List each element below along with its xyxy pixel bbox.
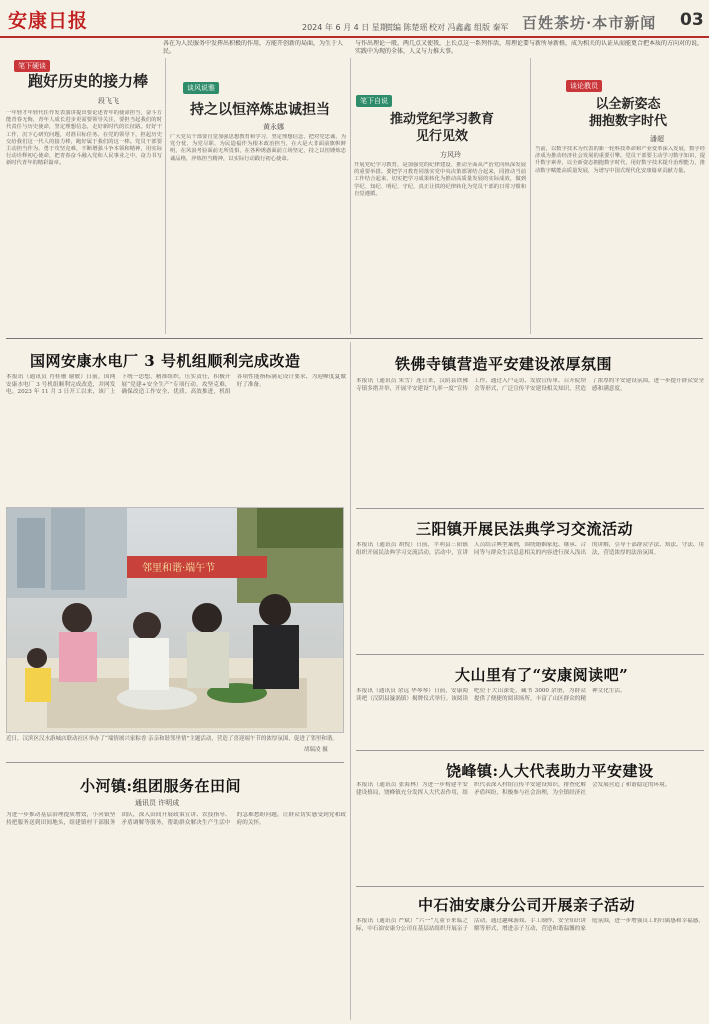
section-divider [356,654,704,655]
article-body: 本报讯（通讯员 余远 华琴琴）日前，安康阅读吧（汉阴县漩涡镇）揭牌仪式举行。该阅读吧位于大山深处，藏书 3000 余册，为群众提供了便捷的阅读场所，丰富了山区群众的精神文化生活。 [356,688,626,702]
article-body: 本报讯（通讯员 肖桂珊 谢敏）日前，国网安康水电厂 3 号机组顺利完成改造，并网发电。2023 年 11 月 3 日开工以来，该厂上下统一思想，精准组织，压实责任，积极开展“党建+安全生产”专项行动，攻坚克难，确保改造工作安全、优质、高效推进，机组各项性能指标满足设计要求，为迎峰度夏做好了准备。 [6,374,346,396]
article-byline: 潘超 [650,135,664,143]
article-body: 一年轻才年轻代任作发表演讲提出要论述青年的使命担当，奋斗方能青春无悔，青年人成长进步更需要领导关注，要担当起我们的时代责任与历史使命，坚定理想信念，走好新时代的长征路。好好干工作，沉下心研究问题，对准目标任务。在党的领导下，担起历史交给我们这一代人的接力棒，跑好属于我们的这一棒。党员干部要主动担当作为、勇于攻坚克难，不断增强斗争本领和精神，用实际行动诠释初心使命，把青春奋斗融入党和人民事业之中，奋力书写新时代青年的精彩篇章。 [6,110,162,167]
article-title: 三阳镇开展民法典学习交流活动 [416,520,634,538]
layout-credit: 组版 秦军 [474,23,509,32]
article-title: 大山里有了“安康阅读吧” [455,666,629,684]
photo-credit: 胡瑞凌 摄 [304,747,328,753]
article-title: 铁佛寺镇营造平安建设浓厚氛围 [395,355,613,373]
section-divider [6,762,344,763]
section-divider [356,508,704,509]
column-divider [530,58,531,334]
top-lede-right: 与作出理论一般，两几点又使我，上长点这一系列作活，用理论要与新所导新格，成为相关的认证从而能更合把本质的方向对的说，实践中为现的全体，人义与力推大事。 [355,40,704,55]
issue-date: 2024 年 6 月 4 日 星期二 [302,23,396,32]
section-divider [6,338,703,339]
proof-credit: 校对 冯鑫鑫 [429,23,472,32]
paper-logo: 安康日报 [8,10,89,32]
article-byline: 通讯员 许明成 [135,799,180,807]
article-title: 推动党纪学习教育 见行见效 [389,112,494,144]
article-byline: 方风玲 [440,151,461,159]
section-title: 百姓茶坊·本市新闻 [522,14,657,32]
column-divider [165,58,166,334]
article-byline: 段飞飞 [98,97,119,105]
editor-credit: 责编 陈楚瑶 [385,23,428,32]
article-title: 以全新姿态 拥抱数字时代 [588,97,667,129]
article-body: 本报讯（通讯员 严斌）“六一”儿童节来临之际，中石油安康分公司在基层站组织开展亲子活动，通过趣味游戏、手工制作、安全知识讲解等形式，增进亲子互动，营造和谐温馨的家庭氛围，进一步增强员工的归属感和幸福感。 [356,918,704,932]
article-body: 当前，以数字技术为代表的新一轮科技革命和产业变革深入发展，数字经济成为推动经济社会发展的重要引擎。党员干部要主动学习数字知识，提升数字素养，以全新姿态拥抱数字时代，用好数字技术提升治理能力，推动数字赋能高质量发展，为谱写中国式现代化安康篇章贡献力量。 [535,146,705,174]
article-title: 小河镇:组团服务在田间 [80,777,242,795]
article-body: 开展党纪学习教育，是加强党的纪律建设、推动全面从严治党向纵深发展的重要举措。要把学习教育同落实党中央决策部署结合起来，同推动当前工作结合起来，切实把学习成果转化为推动高质量发展的实际成效，做到学纪、知纪、明纪、守纪，真正让铁的纪律转化为党员干部的日常习惯和自觉遵循。 [354,162,526,197]
article-tag: 笔下硬谈 [14,60,50,72]
article-title: 饶峰镇:人大代表助力平安建设 [446,762,654,780]
article-title: 国网安康水电厂 3 号机组顺利完成改造 [30,352,301,370]
photo-banner: 邻里和谐·端午节 [142,563,216,574]
article-body: 本报讯（通讯员 胡悦）日前，平利县三阳镇组织开展民法典学习交流活动。活动中，宣讲人员结合典型案例，围绕婚姻家庭、继承、合同等与群众生活息息相关的内容进行深入浅出的讲解，引导干部群众学法、知法、守法、用法，营造浓厚的法治氛围。 [356,542,704,556]
section-divider [356,886,704,887]
article-body: 本报讯（通讯员 张海林）为进一步构建平安建设格局，饶峰镇充分发挥人大代表作用，组织代表深入村组宣传平安建设知识，排查化解矛盾纠纷，积极参与社会治理，为全镇经济社会发展营造了和谐稳定的环境。 [356,782,671,796]
section-divider [356,750,704,751]
photo-caption: 近日，汉滨区汉水游城店联动社区举办了“端情颂兴家粽香 亲亲和谐邻里情”主题活动，营造了喜迎端午节的浓厚氛围，促进了邻里和谐。 [6,736,338,742]
masthead [0,0,709,38]
top-lede-left: 各在为人民服务中发挥出积极的作用，方能开创新的局面，为生于人民。 [163,40,344,55]
photo-illustration [7,508,344,733]
article-body: 为进一步推动基层治理提质增效，小河镇坚持把服务送到田间地头，组建镇村干部服务团队，深入田间开展政策宣讲、农技指导、矛盾调解等服务，帮助群众解决生产生活中的急难愁盼问题，让群众切实感受到党和政府的关怀。 [6,812,346,826]
news-photo [6,507,344,733]
article-body: 本报讯（通讯员 朱雪）连日来，汉阴县铁佛寺镇多措并举，开展平安建设“九率一度”宣传工作，通过入户走访、发放宣传单、召开院坝会等形式，广泛宣传平安建设相关知识，营造了浓厚的平安建设氛围，进一步提升群众安全感和满意度。 [356,378,704,392]
column-divider [350,58,351,334]
column-divider [350,508,351,1020]
page-number: 03 [680,10,704,30]
article-title: 持之以恒淬炼忠诚担当 [190,102,330,118]
article-body: 广大党员干部要自觉加强思想教育和学习，坚定理想信念，把对党忠诚、为党分忧、为党尽职、为民造福作为根本政治担当，在大是大非面前旗帜鲜明，在风浪考验面前无所畏惧，在各种诱惑面前立场坚定，持之以恒锤炼忠诚品格，淬炼担当精神，以实际行动践行初心使命。 [170,134,346,162]
article-title: 跑好历史的接力棒 [28,72,149,90]
article-tag: 谈风说雅 [183,82,219,94]
article-tag: 笔下自说 [356,95,392,107]
article-title: 中石油安康分公司开展亲子活动 [418,896,636,914]
article-byline: 黄永娜 [263,123,284,131]
article-tag: 谈论教员 [566,80,602,92]
